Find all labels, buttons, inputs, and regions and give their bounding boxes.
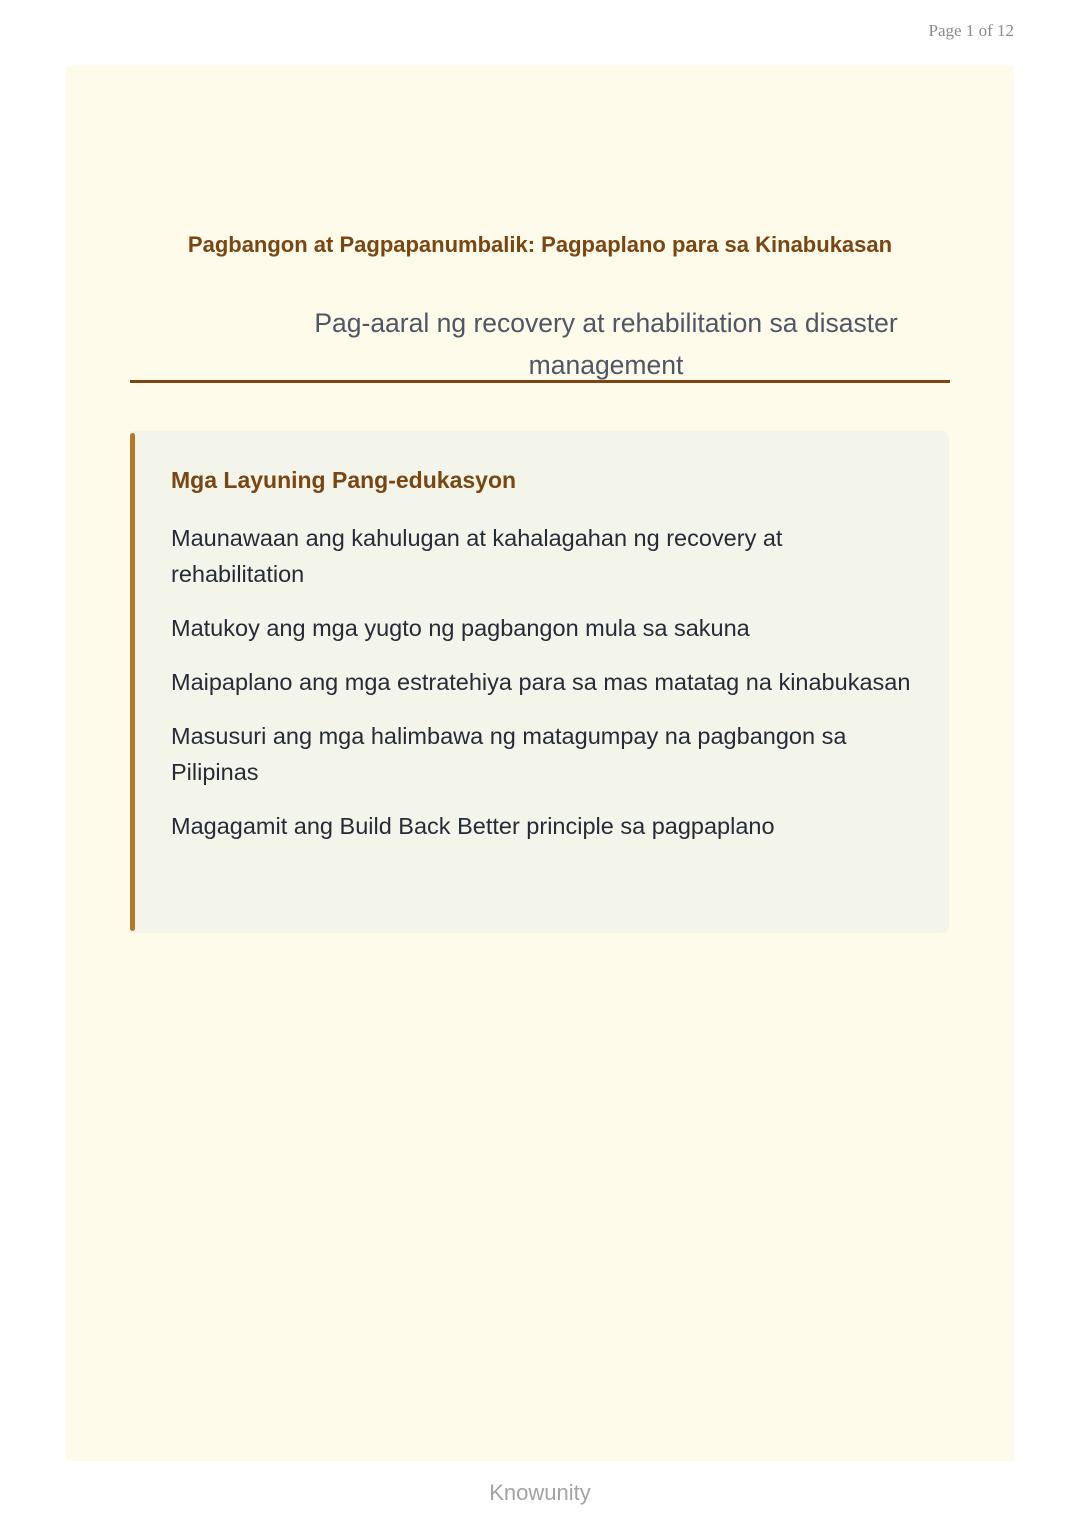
objective-item: Matukoy ang mga yugto ng pagbangon mula sa sakuna [171,615,750,641]
accent-bar [130,433,135,931]
footer-brand: Knowunity [489,1480,591,1505]
learning-objectives-box [130,431,949,933]
objective-item: Maunawaan ang kahulugan at kahalagahan ng recovery at rehabilitation [171,525,783,587]
objectives-heading: Mga Layuning Pang-edukasyon [171,467,517,493]
document-subtitle: Pag-aaral ng recovery at rehabilitation sa disaster management [314,308,898,380]
objective-item: Masusuri ang mga halimbawa ng matagumpay na pagbangon sa Pilipinas [171,723,847,785]
objective-item: Magagamit ang Build Back Better principle sa pagpaplano [171,813,775,839]
document-title: Pagbangon at Pagpapanumbalik: Pagpaplano para sa Kinabukasan [187,232,893,257]
objectives-list [171,520,911,862]
page-indicator: Page 1 of 12 [928,21,1014,40]
objective-item: Maipaplano ang mga estratehiya para sa mas matatag na kinabukasan [171,669,911,695]
title-divider [130,380,950,383]
